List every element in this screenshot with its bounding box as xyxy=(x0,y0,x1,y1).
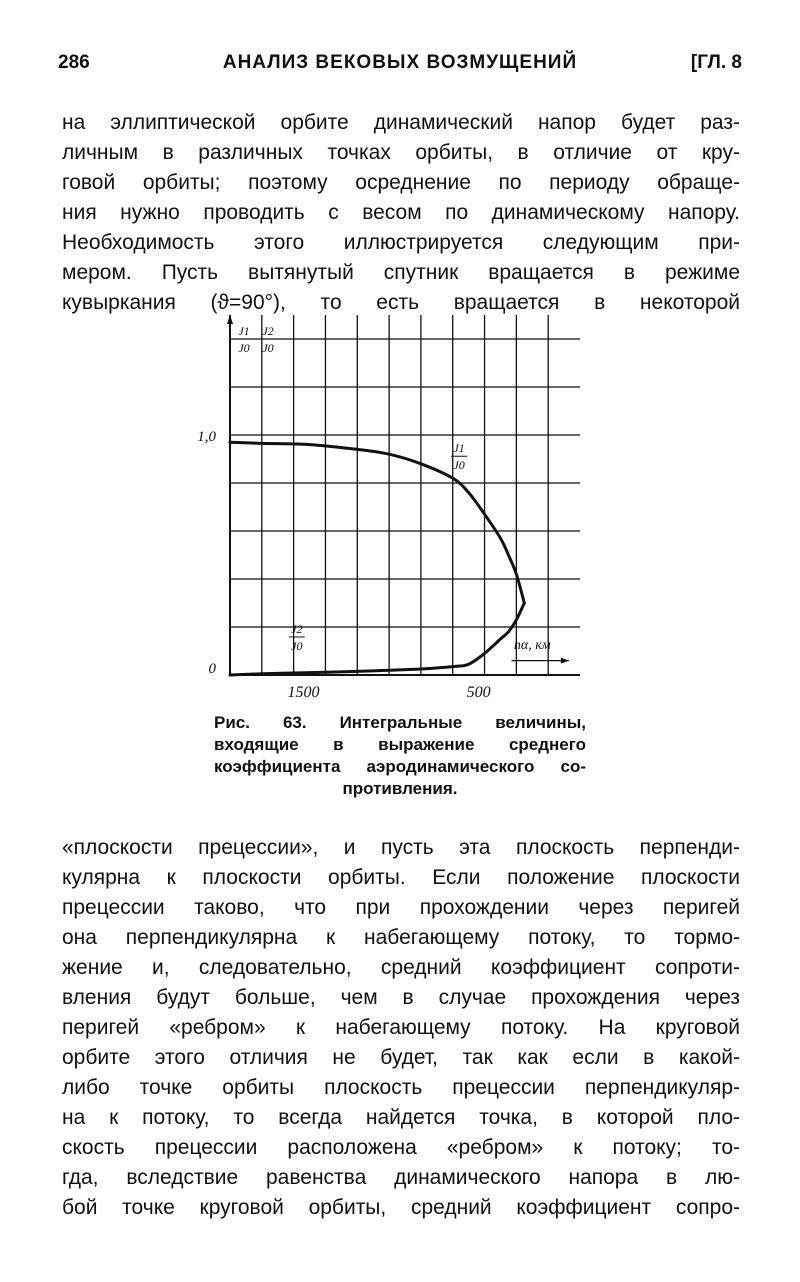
fraction-denominator: J0 xyxy=(453,458,465,473)
x-axis-label-arrowhead xyxy=(561,658,569,664)
text-line: вления будут больше, чем в случае прохождения через xyxy=(62,986,740,1009)
fraction-numerator: J1 xyxy=(238,324,250,338)
curve-label-j1-j0 xyxy=(451,441,467,472)
text-line: прецессии таково, что при прохождении через перигей xyxy=(62,896,740,919)
text-line: гда, вследствие равенства динамического напора в лю- xyxy=(62,1166,740,1189)
fraction-denominator: J0 xyxy=(238,341,250,355)
fraction-numerator: J2 xyxy=(262,324,274,338)
y-tick-label: 1,0 xyxy=(197,429,216,445)
text-line: жение и, следовательно, средний коэффициент сопроти- xyxy=(62,956,740,979)
paragraph-top xyxy=(62,108,740,318)
caption-line: противления. xyxy=(342,779,458,798)
y-axis-label-j2-j0 xyxy=(260,324,276,355)
text-line: орбите этого отличия не будет, так как если в какой- xyxy=(62,1046,740,1069)
page-header xyxy=(58,52,742,82)
text-line: перигей «ребром» к набегающему потоку. На круговой xyxy=(62,1016,740,1039)
text-line: мером. Пусть вытянутый спутник вращается в режиме xyxy=(62,261,740,284)
y-tick-label: 0 xyxy=(208,661,216,677)
x-tick-label: 1500 xyxy=(287,684,320,700)
caption-line: Рис. 63. Интегральные величины, xyxy=(214,713,586,732)
x-tick-label: 500 xyxy=(466,684,491,700)
text-line: Необходимость этого иллюстрируется следующим при- xyxy=(62,231,740,254)
fraction-denominator: J0 xyxy=(262,341,274,355)
chart-grid xyxy=(227,315,580,675)
chart-ticks xyxy=(197,429,490,700)
text-line: она перпендикулярна к набегающему потоку, то тормо- xyxy=(62,926,740,949)
fraction-numerator: J2 xyxy=(291,622,303,636)
figure-caption xyxy=(214,712,586,800)
page-number: 286 xyxy=(58,52,90,73)
text-line: на эллиптической орбите динамический напор будет раз- xyxy=(62,111,740,134)
caption-line: входящие в выражение среднего xyxy=(214,735,586,754)
y-axis-label-j1-j0 xyxy=(236,324,252,355)
fraction-denominator: J0 xyxy=(291,639,303,653)
curve-label-j2-j0 xyxy=(289,622,305,653)
y-axis-arrow xyxy=(227,315,233,324)
text-line: кулярна к плоскости орбиты. Если положение плоскости xyxy=(62,866,740,889)
figure-63-chart xyxy=(190,305,600,700)
fraction-numerator: J1 xyxy=(453,441,465,456)
paragraph-bottom xyxy=(62,833,740,1223)
running-title: АНАЛИЗ ВЕКОВЫХ ВОЗМУЩЕНИЙ xyxy=(222,52,578,73)
text-line: кувыркания (ϑ=90°), то есть вращается в некоторой xyxy=(62,291,740,314)
chart-curves xyxy=(230,442,524,675)
text-line: либо точке орбиты плоскость прецессии перпендикуляр- xyxy=(62,1076,740,1099)
text-line: личным в различных точках орбиты, в отличие от кру- xyxy=(62,141,740,164)
text-line: скость прецессии расположена «ребром» к потоку; то- xyxy=(62,1136,740,1159)
text-line: бой точке круговой орбиты, средний коэффициент сопро- xyxy=(62,1196,740,1219)
text-line: ния нужно проводить с весом по динамическому напору. xyxy=(62,201,740,224)
caption-line: коэффициента аэродинамического со- xyxy=(214,757,586,776)
text-line: говой орбиты; поэтому осреднение по периоду обраще- xyxy=(62,171,740,194)
chapter-marker: [ГЛ. 8 xyxy=(690,52,742,73)
text-line: на к потоку, то всегда найдется точка, в которой пло- xyxy=(62,1106,740,1129)
series-line-j2-j0 xyxy=(230,603,524,675)
text-line: «плоскости прецессии», и пусть эта плоскость перпенди- xyxy=(62,836,740,859)
x-axis-label: hα, км xyxy=(513,638,551,653)
